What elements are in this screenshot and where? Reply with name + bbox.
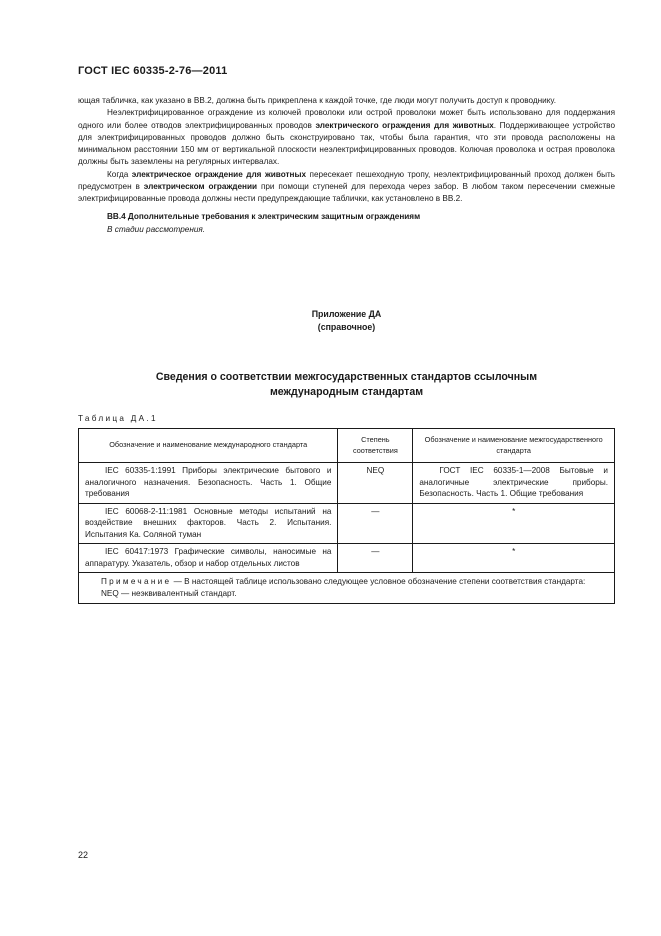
table-note — [79, 573, 615, 604]
table-row — [79, 544, 615, 573]
cell-interstate: * — [413, 544, 615, 573]
column-header-degree: Степень соответствия — [338, 429, 413, 463]
cell-international: IEC 60068-2-11:1981 Основные методы испытаний на воздействие внешних факторов. Часть 2. Испытания. Испытания Ка. Соляной туман — [79, 503, 338, 544]
cell-interstate: * — [413, 503, 615, 544]
standards-table — [78, 428, 615, 604]
annex-title: Приложение ДА — [311, 309, 382, 319]
note-neq-definition: NEQ — неэквивалентный стандарт. — [101, 588, 237, 598]
paragraph-3-part-e: при помощи ступеней для перехода через забор. В любом таком пересечении смежные электрифицированные провода должны нести предупреждающие таблички, как установлено в ВВ.2. — [78, 182, 616, 204]
annex-subtitle: (справочное) — [317, 321, 376, 332]
cell-international: IEC 60417:1973 Графические символы, наносимые на аппаратуру. Указатель, обзор и набор отдельных листов — [79, 544, 338, 573]
cell-international: IEC 60335-1:1991 Приборы электрические бытового и аналогичного назначения. Безопасность. Часть 1. Общие требования — [79, 463, 338, 504]
paragraph-3-term-2: электрическом ограждении — [143, 182, 258, 192]
note-label: Примечание — [101, 577, 172, 586]
paragraph-2-part-a: Неэлектрифицированное ограждение из колючей проволоки или острой проволоки может быть использовано для поддержания одного или более отводов электрифицированных проводов — [78, 108, 615, 130]
column-header-international: Обозначение и наименование международного стандарта — [79, 429, 338, 463]
column-header-interstate: Обозначение и наименование межгосударственного стандарта — [413, 429, 615, 463]
paragraph-1: ющая табличка, как указано в ВВ.2, должна быть прикреплена к каждой точке, где люди могут получить доступ к проводнику. — [78, 96, 556, 105]
cell-degree: NEQ — [338, 463, 413, 504]
paragraph-2-term: электрического ограждения для животных — [315, 120, 494, 130]
note-text: — В настоящей таблице использовано следующее условное обозначение степени соответствия стандарта: — [171, 577, 586, 586]
paragraph-3 — [78, 169, 615, 206]
annex-heading-line-1: Сведения о соответствии межгосударственных стандартов ссылочным — [155, 371, 538, 383]
table-header-row — [79, 429, 615, 463]
annex-label — [78, 308, 615, 333]
section-heading-bb4: ВВ.4 Дополнительные требования к электрическим защитным ограждениям — [107, 211, 421, 221]
table-note-row — [79, 573, 615, 604]
paragraph-3-part-c: пересекает пешеходную тропу, неэлектрифицированный проход должен быть предусмотрен в — [78, 169, 615, 192]
page-number: 22 — [78, 850, 89, 860]
annex-heading-line-2: международным стандартам — [269, 386, 424, 398]
body-text — [78, 95, 615, 236]
annex-heading — [78, 370, 615, 400]
table-row — [79, 463, 615, 504]
table-caption: Таблица ДА.1 — [78, 414, 158, 423]
paragraph-3-term-1: электрическое ограждение для животных — [131, 169, 307, 179]
cell-interstate: ГОСТ IEC 60335-1—2008 Бытовые и аналогичные электрические приборы. Безопасность. Часть 1. Общие требования — [413, 463, 615, 504]
table-row — [79, 503, 615, 544]
table-note-line — [91, 576, 602, 588]
cell-degree: — — [338, 544, 413, 573]
paragraph-2-part-c: . Поддерживающее устройство для электрифицированных проводов должно быть сконструировано так, чтобы была гарантия, что эти провода расположены на минимальном расстоянии 150 мм от вертикальной плоскости неэлектрифицированных проводов. Колючая проволока и острая проволока должны быть заземлены на регулярных интервалах. — [78, 120, 615, 167]
under-consideration-note: В стадии рассмотрения. — [107, 224, 206, 234]
cell-degree: — — [338, 503, 413, 544]
paragraph-3-part-a: Когда — [107, 169, 132, 179]
document-header: ГОСТ IEC 60335-2-76—2011 — [78, 65, 228, 77]
paragraph-2 — [78, 107, 615, 168]
